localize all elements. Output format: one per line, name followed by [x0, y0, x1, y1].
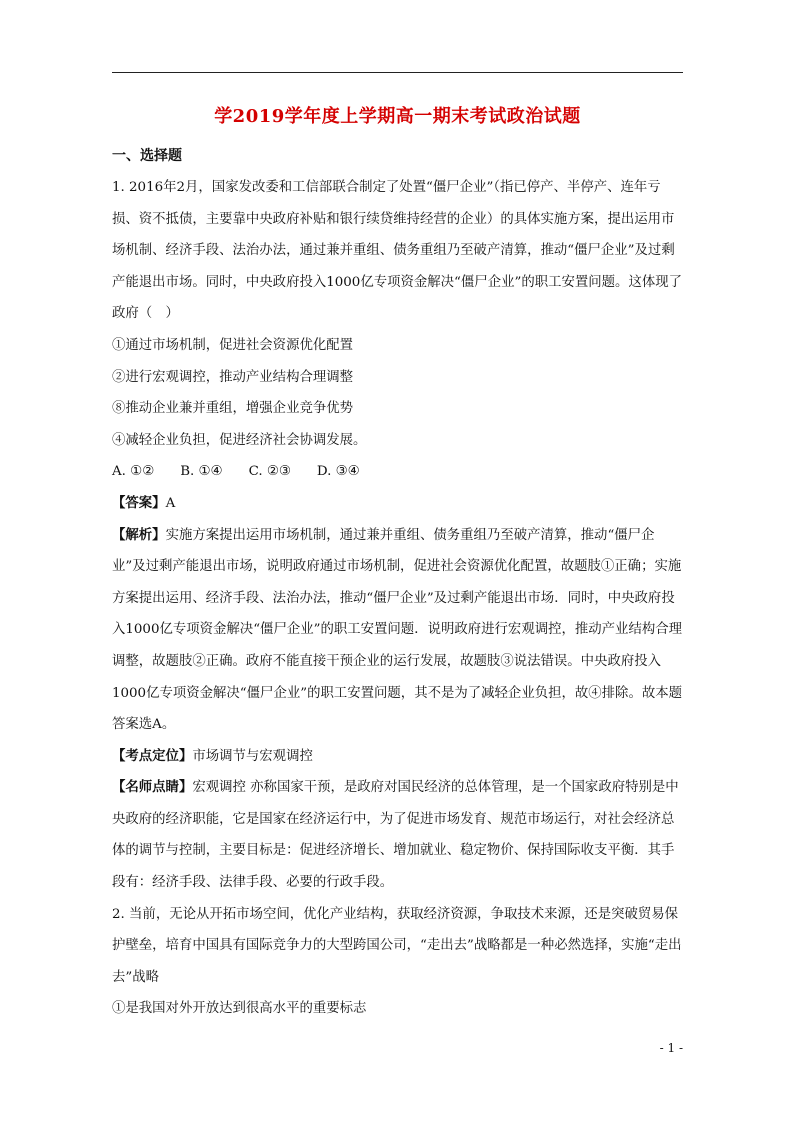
section-heading: 一、选择题 [112, 148, 182, 164]
page-title: 学2019学年度上学期高一期末考试政治试题 [214, 106, 581, 127]
answer-value: A [165, 495, 176, 511]
q1-point [112, 741, 683, 773]
q2-stem: 2. 当前，无论从开拓市场空间，优化产业结构，获取经济资源，争取技术来源，还是突破贸易保护壁垒，培育中国具有国际竞争力的大型跨国公司，“走出去”战略都是一种必然选择，实施“走出去”战略 [112, 906, 682, 985]
header-rule [112, 72, 683, 73]
q1-analysis [112, 520, 683, 741]
q1-options [112, 456, 683, 488]
q1-stem: 1. 2016年2月，国家发改委和工信部联合制定了处置“僵尸企业”（指已停产、半停产、连年亏损、资不抵债，主要靠中央政府补贴和银行续贷维持经营的企业）的具体实施方案，提出运用市场机制、经济手段、法治办法，通过兼并重组、债务重组乃至破产清算，推动“僵尸企业”及过剩产能退出市场。同时，中央政府投入1000亿专项资金解决“僵尸企业”的职工安置问题。这体现了政府（ ） [112, 180, 683, 322]
page-number: - 1 - [659, 1041, 683, 1055]
q1-option-a: A. ①② [112, 464, 155, 480]
teacher-tag: 【名师点睛】 [112, 779, 193, 796]
teacher-text: 宏观调控 亦称国家干预，是政府对国民经济的总体管理，是一个国家政府特别是中央政府的经济职能，它是国家在经济运行中，为了促进市场发育、规范市场运行，对社会经济总体的调节与控制，主要目标是：促进经济增长、增加就业、稳定物价、保持国际收支平衡．其手段有：经济手段、法律手段、必要的行政手段。 [112, 780, 679, 891]
q1-teacher-note [112, 772, 683, 898]
analysis-text: 实施方案提出运用市场机制，通过兼并重组、债务重组乃至破产清算，推动“僵尸企业”及过剩产能退出市场，说明政府通过市场机制，促进社会资源优化配置，故题肢①正确；实施方案提出运用、经济手段、法治办法，推动“僵尸企业”及过剩产能退出市场．同时，中央政府投入1000亿专项资金解决“僵尸企业”的职工安置问题．说明政府进行宏观调控，推动产业结构合理调整，故题肢②正确。政府不能直接干预企业的运行发展，故题肢③说法错误。中央政府投入1000亿专项资金解决“僵尸企业”的职工安置问题，其不是为了减轻企业负担，故④排除。故本题答案选A。 [112, 527, 683, 733]
q1-item-1: ①通过市场机制，促进社会资源优化配置 [112, 337, 354, 353]
q1-item-2: ②进行宏观调控，推动产业结构合理调整 [112, 369, 354, 385]
q1-item-3: ⑧推动企业兼并重组，增强企业竞争优势 [112, 401, 354, 417]
q1-item-4: ④减轻企业负担，促进经济社会协调发展。 [112, 432, 367, 448]
q1-option-c: C. ②③ [248, 464, 291, 480]
point-text: 市场调节与宏观调控 [192, 748, 313, 764]
point-tag: 【考点定位】 [112, 747, 193, 764]
q1-option-b: B. ①④ [180, 464, 223, 480]
q1-answer [112, 488, 683, 520]
q1-option-d: D. ③④ [316, 464, 360, 480]
question-content [112, 172, 683, 1025]
analysis-tag: 【解析】 [112, 526, 166, 543]
answer-tag: 【答案】 [112, 494, 166, 511]
q2-item-1: ①是我国对外开放达到很高水平的重要标志 [112, 1001, 367, 1017]
